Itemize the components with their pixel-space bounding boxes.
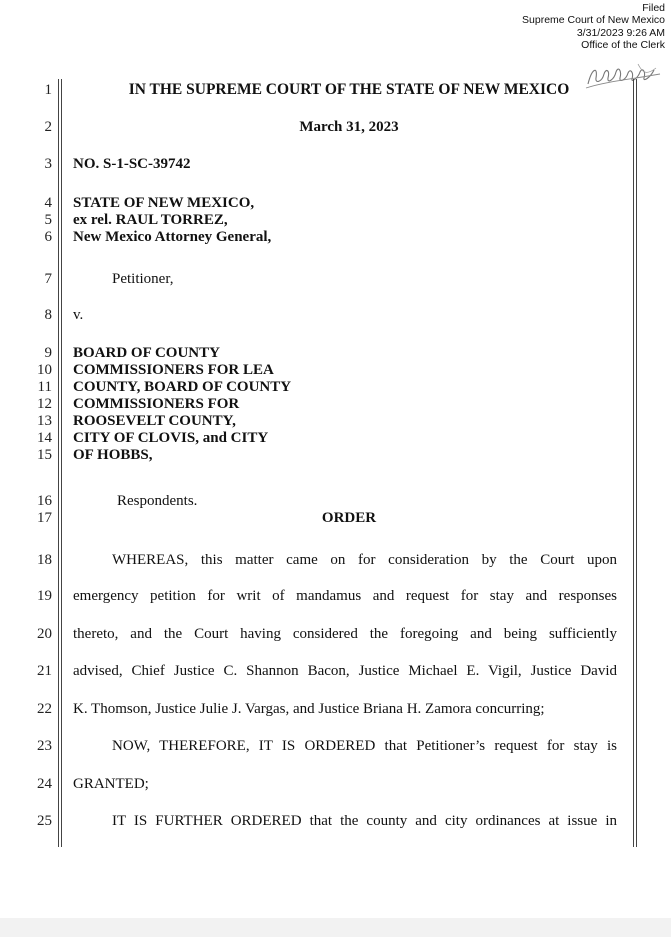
line-number: 8: [44, 307, 52, 323]
line-number: 17: [37, 510, 52, 526]
line-number: 1: [44, 82, 52, 98]
petitioner-line: ex rel. RAUL TORREZ,: [73, 212, 228, 228]
line-number: 21: [37, 663, 52, 679]
right-margin-rule-inner: [633, 79, 634, 847]
respondent-line: COMMISSIONERS FOR LEA: [73, 362, 274, 378]
line-number: 13: [37, 413, 52, 429]
order-date: March 31, 2023: [299, 119, 399, 135]
stamp-court: Supreme Court of New Mexico: [522, 14, 665, 27]
line-number: 23: [37, 738, 52, 754]
respondent-line: ROOSEVELT COUNTY,: [73, 413, 236, 429]
case-number: NO. S-1-SC-39742: [73, 156, 191, 172]
line-number: 14: [37, 430, 52, 446]
line-number: 24: [37, 776, 52, 792]
line-number: 18: [37, 552, 52, 568]
stamp-filed: Filed: [642, 2, 665, 14]
line-number: 12: [37, 396, 52, 412]
body-line: NOW, THEREFORE, IT IS ORDERED that Petitioner’s request for stay is: [112, 738, 617, 754]
respondent-line: COUNTY, BOARD OF COUNTY: [73, 379, 292, 395]
line-number: 5: [44, 212, 52, 228]
viewer-bottom-bar: [0, 918, 671, 937]
court-heading: IN THE SUPREME COURT OF THE STATE OF NEW MEXICO: [128, 81, 570, 98]
line-number: 20: [37, 626, 52, 642]
line-number: 6: [44, 229, 52, 245]
body-line: WHEREAS, this matter came on for consideration by the Court upon: [112, 552, 617, 568]
line-number: 11: [37, 379, 52, 395]
line-number: 4: [44, 195, 52, 211]
line-number: 25: [37, 813, 52, 829]
stamp-office: Office of the Clerk: [581, 39, 665, 52]
line-number: 2: [44, 119, 52, 135]
respondent-line: COMMISSIONERS FOR: [73, 396, 240, 412]
line-number: 16: [37, 493, 52, 509]
respondent-line: CITY OF CLOVIS, and CITY: [73, 430, 269, 446]
body-line: advised, Chief Justice C. Shannon Bacon, Justice Michael E. Vigil, Justice David: [73, 663, 617, 679]
line-number: 15: [37, 447, 52, 463]
petitioner-role: Petitioner,: [112, 271, 174, 287]
body-line: K. Thomson, Justice Julie J. Vargas, and Justice Briana H. Zamora concurring;: [73, 701, 545, 717]
line-number: 3: [44, 156, 52, 172]
right-margin-rule: [636, 79, 637, 847]
line-number: 10: [37, 362, 52, 378]
petitioner-line: New Mexico Attorney General,: [73, 229, 272, 245]
left-margin-rule-inner: [61, 79, 62, 847]
respondents-role: Respondents.: [117, 493, 198, 509]
versus-label: v.: [73, 307, 84, 323]
body-line: emergency petition for writ of mandamus and request for stay and responses: [73, 588, 617, 604]
line-number: 9: [44, 345, 52, 361]
line-number: 22: [37, 701, 52, 717]
line-number: 7: [44, 271, 52, 287]
petitioner-line: STATE OF NEW MEXICO,: [73, 195, 255, 211]
body-line: IT IS FURTHER ORDERED that the county and city ordinances at issue in: [112, 813, 617, 829]
body-line: GRANTED;: [73, 776, 149, 792]
respondent-line: OF HOBBS,: [73, 447, 153, 463]
left-margin-rule: [58, 79, 59, 847]
stamp-datetime: 3/31/2023 9:26 AM: [576, 26, 665, 39]
order-title: ORDER: [321, 510, 377, 526]
body-line: thereto, and the Court having considered the foregoing and being sufficiently: [73, 626, 617, 642]
respondent-line: BOARD OF COUNTY: [73, 345, 220, 361]
line-number: 19: [37, 588, 52, 604]
filing-stamp: [522, 2, 665, 52]
